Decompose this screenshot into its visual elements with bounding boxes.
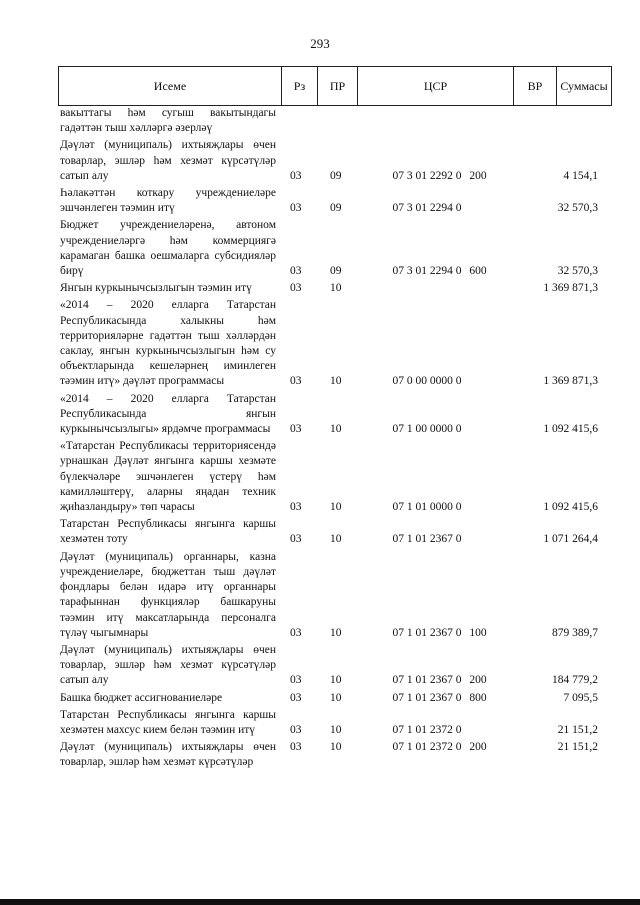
row-rz: 03 bbox=[290, 691, 302, 704]
row-sum: 32 570,3 bbox=[557, 202, 598, 215]
row-name: Дәүләт (муниципаль) ихтыяҗлары өчен товарлар, эшләр һәм хезмәт күрсәтүләр сатып алу bbox=[60, 139, 276, 182]
row-pr: 10 bbox=[330, 501, 342, 514]
row-sum: 1 369 871,3 bbox=[543, 282, 598, 295]
row-name: Бюджет учреждениеләренә, автоном учреждениеләргә һәм коммерциягә карамаган башка оешмаларга субсидияләр бирү bbox=[60, 219, 276, 278]
row-sum: 184 779,2 bbox=[552, 674, 598, 687]
row-csr: 07 1 01 2367 0 bbox=[392, 533, 462, 546]
header-name: Исеме bbox=[153, 79, 187, 93]
row-rz: 03 bbox=[290, 423, 302, 436]
table-row bbox=[60, 298, 612, 389]
table-row bbox=[60, 392, 612, 438]
row-rz: 03 bbox=[290, 741, 302, 754]
row-sum: 21 151,2 bbox=[557, 723, 598, 736]
scan-edge-bar bbox=[0, 899, 640, 905]
row-rz: 03 bbox=[290, 674, 302, 687]
row-pr: 09 bbox=[330, 202, 342, 215]
row-name: Дәүләт (муниципаль) органнары, казна учреждениеләре, бюджеттан тыш дәүләт фондлары белән идарә итү органнары тарафыннан функцияләр башкаруны тәэмин итү максатларында персоналга түләү чыгымнары bbox=[60, 550, 276, 639]
row-name: «2014 – 2020 елларга Татарстан Республикасында янгын куркынычсызлыгы» ярдәмче программасы bbox=[60, 392, 276, 436]
row-rz: 03 bbox=[290, 626, 302, 639]
table-row bbox=[60, 439, 612, 515]
row-vr: 100 bbox=[469, 626, 487, 639]
row-pr: 10 bbox=[330, 533, 342, 546]
table-row bbox=[60, 550, 612, 641]
row-pr: 09 bbox=[330, 169, 342, 182]
row-pr: 10 bbox=[330, 741, 342, 754]
header-vr: ВР bbox=[513, 67, 556, 105]
row-rz: 03 bbox=[290, 169, 302, 182]
row-rz: 03 bbox=[290, 723, 302, 736]
row-csr: 07 3 01 2292 0 bbox=[392, 169, 462, 182]
table-row bbox=[60, 106, 612, 136]
row-rz: 03 bbox=[290, 375, 302, 388]
row-sum: 21 151,2 bbox=[557, 741, 598, 754]
row-pr: 10 bbox=[330, 723, 342, 736]
row-sum: 7 095,5 bbox=[563, 691, 598, 704]
row-name: Дәүләт (муниципаль) ихтыяҗлары өчен товарлар, эшләр һәм хезмәт күрсәтүләр bbox=[60, 741, 276, 769]
row-sum: 1 092 415,6 bbox=[543, 423, 598, 436]
table-row bbox=[60, 186, 612, 216]
row-pr: 09 bbox=[330, 265, 342, 278]
row-rz: 03 bbox=[290, 501, 302, 514]
table-row bbox=[60, 281, 612, 296]
row-name: Башка бюджет ассигнованиеләре bbox=[60, 691, 223, 704]
row-name: Татарстан Республикасы янгынга каршы хезмәтен тоту bbox=[60, 518, 276, 546]
row-rz: 03 bbox=[290, 533, 302, 546]
table-row bbox=[60, 218, 612, 279]
row-name: «Татарстан Республикасы территориясендә урнашкан Дәүләт янгынга каршы хезмәте бүлекчәләре эшчәнлеген үстерү һәм камилләштерү, аларны яңадан техник җиһазландыру» төп чарасы bbox=[60, 440, 276, 514]
row-name: Янгын куркынычсызлыгын тәэмин итү bbox=[60, 282, 252, 295]
table-row bbox=[60, 691, 612, 706]
row-name: Дәүләт (муниципаль) ихтыяҗлары өчен товарлар, эшләр һәм хезмәт күрсәтүләр сатып алу bbox=[60, 643, 276, 687]
row-vr: 200 bbox=[469, 169, 487, 182]
row-pr: 10 bbox=[330, 423, 342, 436]
row-sum: 4 154,1 bbox=[563, 169, 598, 182]
row-sum: 1 369 871,3 bbox=[543, 375, 598, 388]
table-row bbox=[60, 643, 612, 689]
row-csr: 07 1 01 2367 0 bbox=[392, 691, 462, 704]
header-pr: ПР bbox=[317, 67, 357, 105]
row-csr: 07 1 00 0000 0 bbox=[392, 423, 462, 436]
row-rz: 03 bbox=[290, 265, 302, 278]
row-vr: 200 bbox=[469, 674, 487, 687]
row-pr: 10 bbox=[330, 282, 342, 295]
row-pr: 10 bbox=[330, 375, 342, 388]
row-sum: 879 389,7 bbox=[552, 626, 598, 639]
row-csr: 07 1 01 2372 0 bbox=[392, 723, 462, 736]
table-row bbox=[60, 708, 612, 738]
row-name: вакыттагы һәм сугыш вакытындагы гадәттән тыш хәлләргә әзерләү bbox=[60, 107, 276, 135]
table-header bbox=[58, 66, 612, 106]
table-row bbox=[60, 740, 612, 770]
row-csr: 07 3 01 2294 0 bbox=[392, 202, 462, 215]
row-vr: 600 bbox=[469, 265, 487, 278]
table-body bbox=[60, 106, 612, 773]
row-csr: 07 1 01 2372 0 bbox=[392, 741, 462, 754]
header-sum: Суммасы bbox=[556, 67, 611, 105]
table-row bbox=[60, 138, 612, 184]
row-name: Һәлакәттән коткару учреждениеләре эшчәнлеген тәэмин итү bbox=[60, 187, 276, 215]
header-rz: Рз bbox=[281, 67, 317, 105]
row-pr: 10 bbox=[330, 674, 342, 687]
row-csr: 07 3 01 2294 0 bbox=[392, 265, 462, 278]
row-csr: 07 1 01 0000 0 bbox=[392, 501, 462, 514]
row-vr: 200 bbox=[469, 741, 487, 754]
row-sum: 32 570,3 bbox=[557, 265, 598, 278]
row-pr: 10 bbox=[330, 626, 342, 639]
row-vr: 800 bbox=[469, 691, 487, 704]
row-rz: 03 bbox=[290, 202, 302, 215]
row-csr: 07 1 01 2367 0 bbox=[392, 626, 462, 639]
row-name: «2014 – 2020 елларга Татарстан Республикасында халыкны һәм территорияләрне гадәттән тыш хәлләрдән саклау, янгын куркынычсызлыгын һәм су объектларында кешеләрнең иминлеген тәэмин итү» дәүләт программасы bbox=[60, 299, 276, 388]
page-number: 293 bbox=[310, 36, 330, 51]
row-pr: 10 bbox=[330, 691, 342, 704]
table-row bbox=[60, 517, 612, 547]
row-sum: 1 092 415,6 bbox=[543, 501, 598, 514]
row-rz: 03 bbox=[290, 282, 302, 295]
row-csr: 07 1 01 2367 0 bbox=[392, 674, 462, 687]
header-csr: ЦСР bbox=[357, 67, 513, 105]
row-csr: 07 0 00 0000 0 bbox=[392, 375, 462, 388]
row-name: Татарстан Республикасы янгынга каршы хезмәтен махсус кием белән тәэмин итү bbox=[60, 708, 276, 736]
row-sum: 1 071 264,4 bbox=[543, 533, 598, 546]
